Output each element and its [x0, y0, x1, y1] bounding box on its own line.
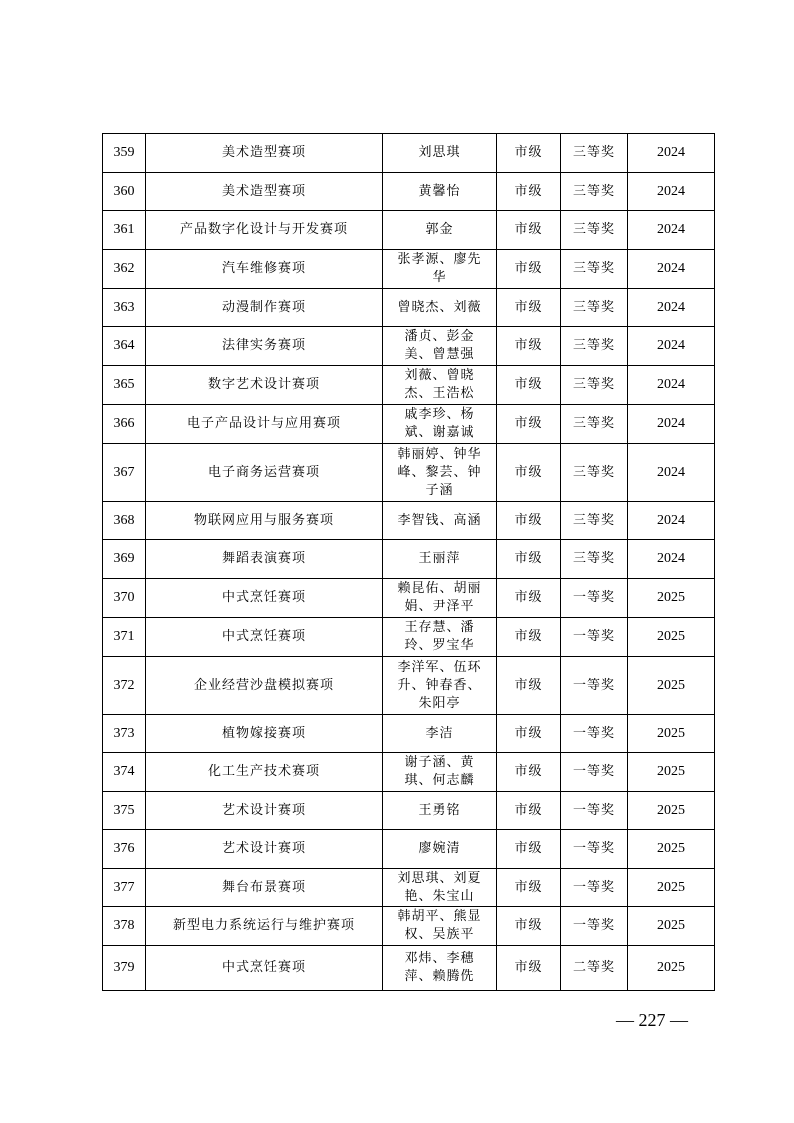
cell-names: 黄馨怡: [383, 173, 497, 211]
cell-number: 368: [103, 502, 146, 540]
cell-level: 市级: [497, 830, 561, 869]
cell-names: 王勇铭: [383, 792, 497, 830]
table-row: [103, 134, 715, 173]
cell-event: 植物嫁接赛项: [146, 715, 383, 753]
cell-award: 三等奖: [561, 173, 628, 211]
cell-year: 2025: [628, 657, 715, 715]
cell-names: 谢子涵、黄琪、何志麟: [383, 753, 497, 792]
cell-year: 2024: [628, 502, 715, 540]
cell-names: 韩丽婷、钟华峰、黎芸、钟子涵: [383, 444, 497, 502]
cell-award: 一等奖: [561, 792, 628, 830]
cell-award: 一等奖: [561, 753, 628, 792]
cell-number: 376: [103, 830, 146, 869]
cell-event: 美术造型赛项: [146, 173, 383, 211]
cell-year: 2024: [628, 405, 715, 444]
cell-year: 2024: [628, 366, 715, 405]
cell-number: 363: [103, 289, 146, 327]
cell-number: 360: [103, 173, 146, 211]
cell-level: 市级: [497, 405, 561, 444]
cell-year: 2025: [628, 753, 715, 792]
table-row: [103, 830, 715, 869]
cell-event: 艺术设计赛项: [146, 830, 383, 869]
table-row: [103, 618, 715, 657]
table-row: [103, 289, 715, 327]
cell-year: 2024: [628, 444, 715, 502]
cell-level: 市级: [497, 250, 561, 289]
cell-award: 一等奖: [561, 579, 628, 618]
cell-number: 378: [103, 907, 146, 946]
table-row: [103, 579, 715, 618]
cell-award: 三等奖: [561, 366, 628, 405]
cell-number: 365: [103, 366, 146, 405]
cell-year: 2024: [628, 540, 715, 579]
cell-year: 2025: [628, 830, 715, 869]
cell-names: 李洁: [383, 715, 497, 753]
cell-number: 373: [103, 715, 146, 753]
cell-award: 一等奖: [561, 869, 628, 907]
cell-level: 市级: [497, 753, 561, 792]
cell-year: 2025: [628, 792, 715, 830]
cell-year: 2024: [628, 134, 715, 173]
cell-names: 王存慧、潘玲、罗宝华: [383, 618, 497, 657]
cell-level: 市级: [497, 134, 561, 173]
cell-names: 潘贞、彭金美、曾慧强: [383, 327, 497, 366]
cell-event: 电子商务运营赛项: [146, 444, 383, 502]
cell-level: 市级: [497, 657, 561, 715]
cell-award: 二等奖: [561, 946, 628, 991]
cell-names: 王丽萍: [383, 540, 497, 579]
cell-level: 市级: [497, 792, 561, 830]
cell-names: 赖昆佑、胡丽娟、尹泽平: [383, 579, 497, 618]
cell-level: 市级: [497, 444, 561, 502]
cell-event: 中式烹饪赛项: [146, 618, 383, 657]
cell-event: 电子产品设计与应用赛项: [146, 405, 383, 444]
cell-event: 舞台布景赛项: [146, 869, 383, 907]
table-row: [103, 907, 715, 946]
cell-number: 374: [103, 753, 146, 792]
cell-award: 三等奖: [561, 444, 628, 502]
cell-number: 377: [103, 869, 146, 907]
cell-names: 韩胡平、熊显权、吴族平: [383, 907, 497, 946]
cell-level: 市级: [497, 907, 561, 946]
cell-level: 市级: [497, 211, 561, 250]
table-row: [103, 173, 715, 211]
cell-year: 2025: [628, 869, 715, 907]
table-row: [103, 753, 715, 792]
cell-award: 一等奖: [561, 907, 628, 946]
cell-event: 物联网应用与服务赛项: [146, 502, 383, 540]
cell-names: 戚李珍、杨斌、谢嘉诚: [383, 405, 497, 444]
cell-level: 市级: [497, 502, 561, 540]
cell-award: 三等奖: [561, 211, 628, 250]
cell-number: 372: [103, 657, 146, 715]
cell-number: 369: [103, 540, 146, 579]
cell-year: 2024: [628, 250, 715, 289]
cell-names: 刘思琪: [383, 134, 497, 173]
cell-names: 李智钱、高涵: [383, 502, 497, 540]
cell-year: 2024: [628, 211, 715, 250]
cell-number: 367: [103, 444, 146, 502]
table-body: [103, 134, 715, 991]
cell-event: 中式烹饪赛项: [146, 579, 383, 618]
cell-year: 2025: [628, 618, 715, 657]
cell-number: 379: [103, 946, 146, 991]
cell-names: 郭金: [383, 211, 497, 250]
cell-award: 三等奖: [561, 289, 628, 327]
cell-award: 一等奖: [561, 657, 628, 715]
cell-names: 廖婉清: [383, 830, 497, 869]
cell-names: 李洋军、伍环升、钟春香、朱阳亭: [383, 657, 497, 715]
table-row: [103, 327, 715, 366]
page-number: — 227 —: [616, 1010, 688, 1030]
cell-number: 371: [103, 618, 146, 657]
table-row: [103, 715, 715, 753]
award-table: [102, 133, 715, 991]
cell-award: 三等奖: [561, 134, 628, 173]
table-row: [103, 444, 715, 502]
cell-year: 2025: [628, 715, 715, 753]
cell-level: 市级: [497, 366, 561, 405]
cell-event: 动漫制作赛项: [146, 289, 383, 327]
cell-event: 舞蹈表演赛项: [146, 540, 383, 579]
cell-event: 企业经营沙盘模拟赛项: [146, 657, 383, 715]
cell-number: 359: [103, 134, 146, 173]
table-row: [103, 366, 715, 405]
cell-year: 2024: [628, 289, 715, 327]
table-row: [103, 405, 715, 444]
cell-event: 美术造型赛项: [146, 134, 383, 173]
cell-event: 法律实务赛项: [146, 327, 383, 366]
table-row: [103, 869, 715, 907]
cell-number: 375: [103, 792, 146, 830]
cell-level: 市级: [497, 173, 561, 211]
cell-level: 市级: [497, 327, 561, 366]
cell-award: 三等奖: [561, 502, 628, 540]
cell-year: 2025: [628, 579, 715, 618]
cell-number: 361: [103, 211, 146, 250]
cell-event: 艺术设计赛项: [146, 792, 383, 830]
cell-event: 中式烹饪赛项: [146, 946, 383, 991]
table-row: [103, 540, 715, 579]
cell-number: 362: [103, 250, 146, 289]
cell-award: 一等奖: [561, 830, 628, 869]
table-row: [103, 211, 715, 250]
cell-level: 市级: [497, 579, 561, 618]
cell-level: 市级: [497, 289, 561, 327]
cell-event: 汽车维修赛项: [146, 250, 383, 289]
cell-award: 三等奖: [561, 250, 628, 289]
cell-number: 366: [103, 405, 146, 444]
cell-event: 数字艺术设计赛项: [146, 366, 383, 405]
cell-number: 370: [103, 579, 146, 618]
cell-award: 三等奖: [561, 327, 628, 366]
cell-names: 刘薇、曾晓杰、王浩松: [383, 366, 497, 405]
cell-year: 2024: [628, 173, 715, 211]
cell-level: 市级: [497, 540, 561, 579]
cell-level: 市级: [497, 946, 561, 991]
table-row: [103, 792, 715, 830]
table-row: [103, 946, 715, 991]
table-row: [103, 657, 715, 715]
cell-award: 一等奖: [561, 715, 628, 753]
table-row: [103, 502, 715, 540]
cell-award: 一等奖: [561, 618, 628, 657]
cell-event: 产品数字化设计与开发赛项: [146, 211, 383, 250]
cell-award: 三等奖: [561, 405, 628, 444]
cell-event: 化工生产技术赛项: [146, 753, 383, 792]
cell-names: 曾晓杰、刘薇: [383, 289, 497, 327]
cell-number: 364: [103, 327, 146, 366]
cell-names: 邓炜、李穗萍、赖腾侁: [383, 946, 497, 991]
cell-level: 市级: [497, 715, 561, 753]
cell-year: 2025: [628, 946, 715, 991]
cell-names: 张孝源、廖先华: [383, 250, 497, 289]
cell-award: 三等奖: [561, 540, 628, 579]
cell-names: 刘思琪、刘夏艳、朱宝山: [383, 869, 497, 907]
cell-year: 2024: [628, 327, 715, 366]
cell-level: 市级: [497, 618, 561, 657]
table-row: [103, 250, 715, 289]
cell-event: 新型电力系统运行与维护赛项: [146, 907, 383, 946]
cell-level: 市级: [497, 869, 561, 907]
cell-year: 2025: [628, 907, 715, 946]
